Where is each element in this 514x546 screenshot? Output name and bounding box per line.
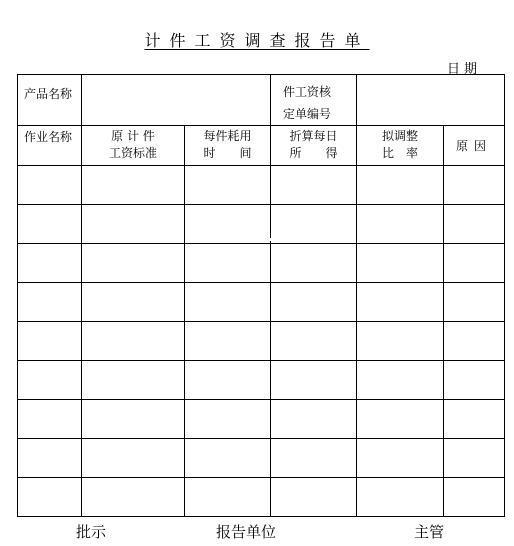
table-cell[interactable] [357,205,444,244]
table-cell[interactable] [357,439,444,478]
table-cell[interactable] [444,478,505,517]
col-header-adjust-ratio [357,126,444,166]
table-row [18,478,505,517]
wage-code-label-line2: 定单编号 [283,107,332,121]
table-cell[interactable] [444,244,505,283]
table-row [18,166,505,205]
table-row [18,439,505,478]
table-cell[interactable] [185,283,271,322]
form-title [0,28,514,51]
table-cell[interactable] [18,205,82,244]
col-header-time-per-piece-line2: 时 间 [203,146,252,160]
product-name-field[interactable] [82,75,271,126]
table-cell[interactable] [18,322,82,361]
table-cell[interactable] [185,322,271,361]
product-name-label: 产品名称 [18,75,82,126]
col-header-original-rate-line2: 工资标准 [108,146,157,160]
form-title-text: 计件工资调查报告单 [144,31,370,50]
table-cell[interactable] [18,361,82,400]
col-header-task-text: 作业名称 [24,130,73,144]
table-cell[interactable] [271,322,357,361]
footer-approve-label: 批示 [76,523,107,541]
header-row [18,126,505,166]
rendering-artifact [190,238,322,244]
wage-code-label-line1: 件工资核 [283,85,332,99]
table-cell[interactable] [82,244,185,283]
col-header-daily-income-line1: 折算每日 [289,129,338,143]
table-cell[interactable] [271,166,357,205]
col-header-original-rate [82,126,185,166]
col-header-adjust-ratio-line2: 比 率 [381,146,418,160]
table-cell[interactable] [271,478,357,517]
table-row [18,361,505,400]
table-cell[interactable] [185,166,271,205]
table-cell[interactable] [444,322,505,361]
table-cell[interactable] [82,205,185,244]
table-cell[interactable] [357,283,444,322]
table-cell[interactable] [357,400,444,439]
wage-code-label [271,75,357,126]
footer-supervisor-label: 主管 [414,523,445,541]
table-cell[interactable] [357,322,444,361]
table-row [18,244,505,283]
table-cell[interactable] [357,166,444,205]
table-cell[interactable] [82,400,185,439]
table-cell[interactable] [82,361,185,400]
table-cell[interactable] [18,478,82,517]
table-row [18,283,505,322]
table-cell[interactable] [357,361,444,400]
wage-code-field[interactable] [357,75,505,126]
table-cell[interactable] [444,400,505,439]
col-header-task [18,126,82,166]
table-cell[interactable] [444,361,505,400]
table-cell[interactable] [18,400,82,439]
col-header-time-per-piece-line1: 每件耗用 [203,129,252,143]
col-header-daily-income [271,126,357,166]
table-cell[interactable] [185,478,271,517]
footer-unit-label: 报告单位 [216,523,277,541]
table-cell[interactable] [185,361,271,400]
table-cell[interactable] [18,166,82,205]
table-cell[interactable] [82,322,185,361]
table-cell[interactable] [271,400,357,439]
table-cell[interactable] [444,439,505,478]
table-cell[interactable] [271,439,357,478]
product-info-row [18,75,505,126]
table-cell[interactable] [82,478,185,517]
table-cell[interactable] [444,166,505,205]
table-cell[interactable] [271,244,357,283]
table-cell[interactable] [82,166,185,205]
col-header-daily-income-line2: 所 得 [289,146,338,160]
table-cell[interactable] [185,400,271,439]
wage-survey-table [17,74,505,517]
table-cell[interactable] [18,244,82,283]
col-header-original-rate-line1: 原 计 件 [111,129,155,143]
artifact-dashes [192,238,314,241]
col-header-time-per-piece [185,126,271,166]
table-cell[interactable] [444,283,505,322]
table-cell[interactable] [357,244,444,283]
table-cell[interactable] [18,283,82,322]
table-cell[interactable] [185,244,271,283]
table-row [18,400,505,439]
table-cell[interactable] [185,439,271,478]
table-cell[interactable] [82,283,185,322]
col-header-adjust-ratio-line1: 拟调整 [381,129,418,143]
table-cell[interactable] [357,478,444,517]
table-cell[interactable] [18,439,82,478]
table-row [18,322,505,361]
table-cell[interactable] [82,439,185,478]
table-cell[interactable] [271,283,357,322]
table-cell[interactable] [271,361,357,400]
date-label: 日期 [447,62,482,77]
table-cell[interactable] [444,205,505,244]
col-header-reason: 原因 [444,126,505,166]
